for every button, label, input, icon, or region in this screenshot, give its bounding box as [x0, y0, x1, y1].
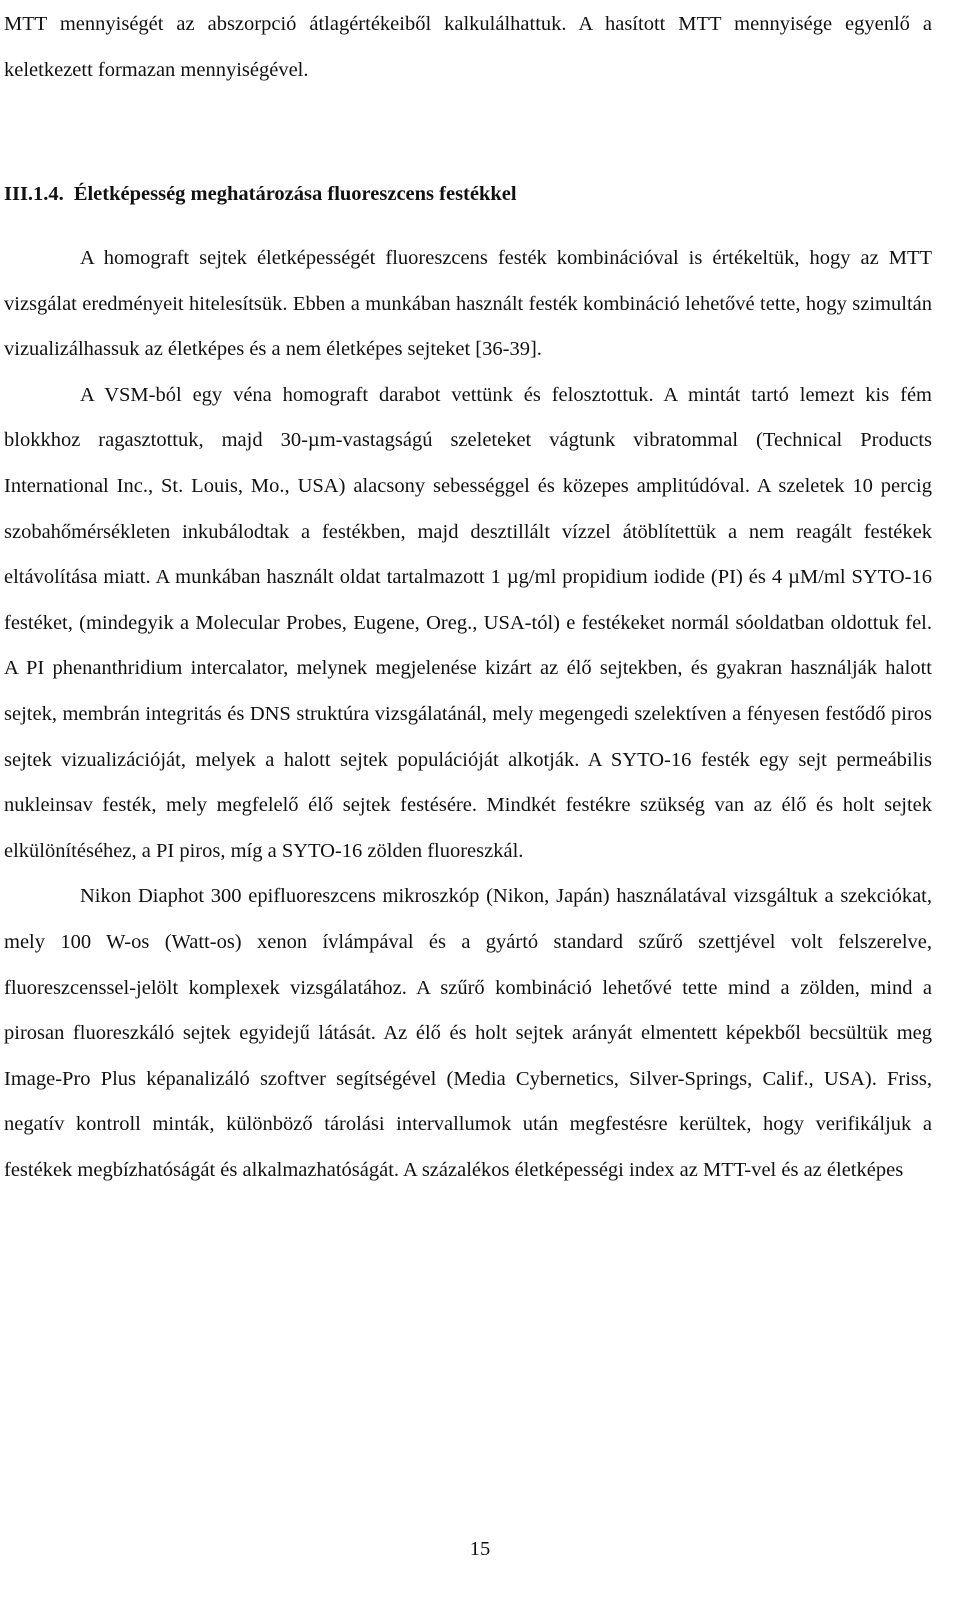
paragraph-purpose: A homograft sejtek életképességét fluoreszcens festék kombinációval is értékeltük, hogy az MTT vizsgálat eredményeit hitelesítsük. Ebben a munkában használt festék kombináció lehetővé tette, hogy szimultán vizualizálhassuk az életképes és a nem életképes sejteket [36-39]. [4, 247, 932, 361]
section-number: III.1.4. [4, 183, 64, 205]
page-number: 15 [469, 1538, 491, 1560]
section-heading [4, 174, 932, 214]
paragraph-method: A VSM-ból egy véna homograft darabot vettünk és felosztottuk. A mintát tartó lemezt kis fém blokkhoz ragasztottuk, majd 30-µm-vastagságú szeleteket vágtunk vibratommal (Technical Products International Inc., St. Louis, Mo., USA) alacsony sebességgel és közepes amplitúdóval. A szeletek 10 percig szobahőmérsékleten inkubálodtak a festékben, majd desztillált vízzel átöblítettük a nem reagált festékek eltávolítása miatt. A munkában használt oldat tartalmazott 1 µg/ml propidium iodide (PI) és 4 µM/ml SYTO-16 festéket, (mindegyik a Molecular Probes, Eugene, Oreg., USA-tól) e festékeket normál sóoldatban oldottuk fel. A PI phenanthridium intercalator, melynek megjelenése kizárt az élő sejtekben, és gyakran használják halott sejtek, membrán integritás és DNS struktúra vizsgálatánál, mely megengedi szelektíven a fényesen festődő piros sejtek vizualizációját, melyek a halott sejtek populációját alkotják. A SYTO-16 festék egy sejt permeábilis nukleinsav festék, mely megfelelő élő sejtek festésére. Mindkét festékre szükség van az élő és holt sejtek elkülönítéséhez, a PI piros, míg a SYTO-16 zölden fluoreszkál. [4, 383, 932, 862]
section-title: Életképesség meghatározása fluoreszcens festékkel [73, 183, 517, 205]
section-body [4, 236, 932, 1193]
paragraph-microscopy: Nikon Diaphot 300 epifluoreszcens mikroszkóp (Nikon, Japán) használatával vizsgáltuk a szekciókat, mely 100 W-os (Watt-os) xenon ívlámpával és a gyártó standard szűrő szettjével volt felszerelve, fluoreszcenssel-jelölt komplexek vizsgálatához. A szűrő kombináció lehetővé tette mind a zölden, mind a pirosan fluoreszkáló sejtek egyidejű látását. Az élő és holt sejtek arányát elmentett képekből becsültük meg Image-Pro Plus képanalizáló szoftver segítségével (Media Cybernetics, Silver-Springs, Calif., USA). Friss, negatív kontroll minták, különböző tárolási intervallumok után megfestésre kerültek, hogy verifikáljuk a festékek megbízhatóságát és alkalmazhatóságát. A százalékos életképességi index az MTT-vel és az életképes [4, 885, 932, 1181]
intro-paragraph: MTT mennyiségét az abszorpció átlagértékeiből kalkulálhattuk. A hasított MTT mennyisége egyenlő a keletkezett formazan mennyiségével. [4, 13, 932, 81]
